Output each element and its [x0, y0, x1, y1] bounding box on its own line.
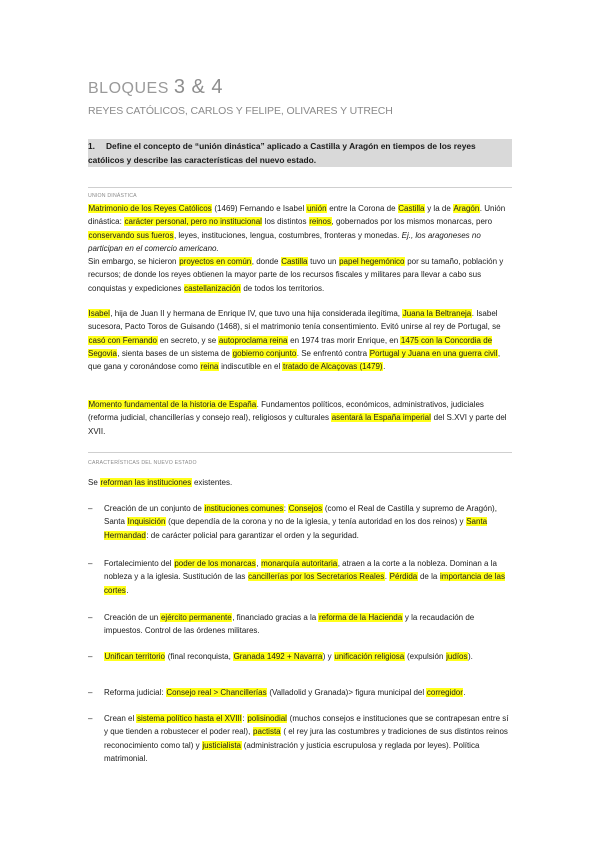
section-label-caracteristicas: CARACTERÍSTICAS DEL NUEVO ESTADO: [88, 460, 197, 466]
text-run: , sienta bases de un sistema de: [117, 348, 233, 358]
text-run: en secreto, y se: [157, 335, 219, 345]
highlighted-text: Juana la Beltraneja: [402, 309, 472, 318]
paragraph-union-2: [88, 307, 513, 373]
list-dash: –: [88, 613, 93, 622]
paragraph-union-3: [88, 398, 513, 438]
highlighted-text: importancia de las cortes: [104, 572, 505, 595]
highlighted-text: papel hegemónico: [339, 257, 405, 267]
text-run: , hija de Juan II y hermana de Enrique IV, que tuvo una hija considerada ilegítima,: [110, 309, 403, 318]
highlighted-text: Isabel: [88, 309, 110, 318]
list-item-text: [104, 712, 513, 765]
highlighted-text: tratado de Alcaçovas (1479): [282, 362, 383, 372]
list-dash: –: [88, 688, 93, 697]
highlighted-text: castellanización: [184, 283, 241, 293]
highlighted-text: 1475 con la Concordia de Segovia: [88, 335, 493, 358]
text-run: tuvo un: [307, 257, 339, 267]
highlighted-text: corregidor: [426, 688, 463, 697]
text-run: (que dependía de la corona y no de la iglesia, y tenía autoridad en los dos reinos) y: [165, 517, 466, 527]
list-item: [88, 557, 513, 597]
question-text: Define el concepto de “unión dinástica” aplicado a Castilla y Aragón en tiempos de los reyes católicos y describe las características del nuevo estado.: [88, 141, 476, 165]
text-run: entre la Corona de: [327, 204, 398, 213]
text-run: . Unión dinástica:: [88, 204, 506, 227]
text-run: : de carácter policial para garantizar el orden y la seguridad.: [146, 530, 359, 540]
list-item-text: [104, 611, 513, 638]
text-run: , financiado gracias a la: [232, 613, 319, 622]
highlighted-text: Momento fundamental de la historia de España: [88, 400, 257, 409]
list-item: [88, 712, 513, 765]
text-run: , gobernados por los mismos monarcas, pero: [331, 217, 493, 227]
text-run: , leyes, instituciones, lengua, costumbres, fronteras y monedas.: [173, 230, 402, 240]
highlighted-text: Aragón: [453, 204, 480, 213]
list-item-text: [104, 502, 513, 542]
text-run: . Se enfrentó contra: [296, 348, 370, 358]
highlighted-text: sistema político hasta el XVIII: [136, 714, 242, 723]
italic-text: Ej., los aragoneses no participan en el comercio americano.: [88, 230, 481, 253]
text-run: :: [242, 714, 247, 723]
text-run: . Fundamentos políticos, económicos, administrativos, judiciales (reforma judicial, chancillerías y consejo real), religiosos y culturales: [88, 400, 484, 423]
text-run: .: [463, 688, 466, 697]
highlighted-text: polisinodial: [247, 714, 287, 723]
highlighted-text: autoproclama reina: [218, 335, 288, 345]
list-item: [88, 611, 513, 638]
highlighted-text: Matrimonio de los Reyes Católicos: [88, 204, 212, 213]
text-run: , atraen a la corte a la nobleza. Dominan a la nobleza y a la iglesia. Sustitución de las: [104, 559, 497, 582]
highlighted-text: reina: [200, 362, 219, 372]
text-run: (administración y justicia escrupulosa y reglada por leyes). Política matrimonial.: [104, 740, 480, 763]
highlighted-text: Pérdida: [389, 572, 418, 582]
highlighted-text: judíos: [446, 652, 468, 661]
text-run: de todos los territorios.: [241, 283, 325, 293]
text-run: Se: [88, 478, 101, 487]
document-subtitle: REYES CATÓLICOS, CARLOS Y FELIPE, OLIVARES Y UTRECH: [88, 105, 393, 117]
highlighted-text: gobierno conjunto: [232, 348, 297, 358]
paragraph-union-1: [88, 202, 513, 295]
text-run: .: [383, 362, 386, 372]
text-run: de la: [417, 572, 440, 582]
highlighted-text: cancillerías por los Secretarios Reales: [248, 572, 385, 582]
highlighted-text: reforman las instituciones: [100, 478, 192, 487]
text-run: :: [283, 504, 289, 513]
list-dash: –: [88, 559, 93, 568]
highlighted-text: proyectos en común: [179, 257, 252, 267]
text-run: y la de: [424, 204, 453, 213]
text-run: ) y: [322, 652, 334, 661]
highlighted-text: carácter personal, pero no institucional: [124, 217, 262, 227]
text-run: (1469) Fernando e Isabel: [212, 204, 307, 213]
text-run: ,: [256, 559, 261, 568]
highlighted-text: justicialista: [202, 740, 242, 750]
highlighted-text: Inquisición: [127, 517, 166, 527]
text-run: (como el Real de Castilla y supremo de Aragón), Santa: [104, 504, 497, 527]
text-run: , donde: [251, 257, 281, 267]
text-run: y la recaudación de impuestos. Control de las órdenes militares.: [104, 613, 475, 636]
text-run: Fortalecimiento del: [104, 559, 174, 568]
section-label-union: UNION DINÁSTICA: [88, 193, 137, 199]
highlighted-text: Castilla: [398, 204, 425, 213]
text-run: Reforma judicial:: [104, 688, 166, 697]
section-divider: [88, 187, 512, 188]
text-run: los distintos: [262, 217, 309, 227]
text-run: (final reconquista,: [165, 652, 234, 661]
highlighted-text: Santa Hermandad: [104, 517, 488, 540]
text-run: .: [384, 572, 390, 582]
list-item-text: [104, 686, 513, 699]
text-run: del S.XVI y parte del XVII.: [88, 413, 507, 436]
text-run: existentes.: [191, 478, 233, 487]
highlighted-text: instituciones comunes: [204, 504, 284, 513]
highlighted-text: Portugal y Juana en una guerra civil: [369, 348, 498, 358]
title-word: BLOQUES: [88, 80, 169, 97]
highlighted-text: Consejo real > Chancillerías: [166, 688, 267, 697]
text-run: Creación de un conjunto de: [104, 504, 205, 513]
text-run: .: [126, 585, 129, 595]
text-run: ( el rey jura las costumbres y tradiciones de sus distintos reinos reconocimiento como tal) y: [104, 727, 508, 750]
list-item: [88, 650, 513, 663]
list-item-text: [104, 557, 513, 597]
text-run: indiscutible en el: [218, 362, 283, 372]
highlighted-text: poder de los monarcas: [174, 559, 256, 568]
question-number: 1.: [88, 141, 95, 151]
highlighted-text: unión: [306, 204, 327, 213]
highlighted-text: unificación religiosa: [334, 652, 405, 661]
highlighted-text: monarquía autoritaria: [261, 559, 338, 568]
highlighted-text: casó con Fernando: [88, 335, 157, 345]
list-item: [88, 686, 513, 699]
text-run: (muchos consejos e instituciones que se contrapesan entre sí y que tienden a robustecer el poder real),: [104, 714, 509, 737]
highlighted-text: reinos: [309, 217, 331, 227]
list-dash: –: [88, 714, 93, 723]
highlighted-text: Unifican territorio: [104, 652, 165, 661]
highlighted-text: Castilla: [281, 257, 308, 267]
highlighted-text: Granada 1492 + Navarra: [233, 652, 323, 661]
text-run: Creación de un: [104, 613, 161, 622]
document-title: [88, 76, 223, 99]
section-divider: [88, 452, 512, 453]
text-run: ).: [468, 652, 473, 661]
list-item-text: [104, 650, 513, 663]
text-run: (Valladolid y Granada)> figura municipal del: [267, 688, 427, 697]
title-numbers: 3 & 4: [173, 76, 224, 98]
paragraph-intro: [88, 476, 513, 489]
text-run: Sin embargo, se hicieron: [88, 257, 179, 267]
highlighted-text: asentará la España imperial: [331, 413, 431, 423]
list-dash: –: [88, 504, 93, 513]
highlighted-text: conservando sus fueros: [88, 230, 174, 240]
highlighted-text: reforma de la Hacienda: [318, 613, 403, 622]
highlighted-text: ejército permanente: [160, 613, 232, 622]
question-block: [88, 139, 512, 167]
text-run: Crean el: [104, 714, 137, 723]
text-run: . Isabel sucesora, Pacto Toros de Guisando (1468), si el matrimonio tenía consentimiento. Evitó unirse al rey de Portugal, se: [88, 309, 501, 332]
text-run: por su tamaño, población y recursos; de donde los reyes obtienen la mayor parte de los recursos fiscales y militares para llevar a cabo sus conquistas y expediciones: [88, 257, 504, 293]
text-run: , que gana y coronándose como: [88, 348, 501, 372]
text-run: en 1974 tras morir Enrique, en: [287, 335, 401, 345]
text-run: (expulsión: [404, 652, 446, 661]
highlighted-text: Consejos: [288, 504, 323, 513]
list-dash: –: [88, 652, 93, 661]
list-item: [88, 502, 513, 542]
highlighted-text: pactista: [253, 727, 281, 737]
